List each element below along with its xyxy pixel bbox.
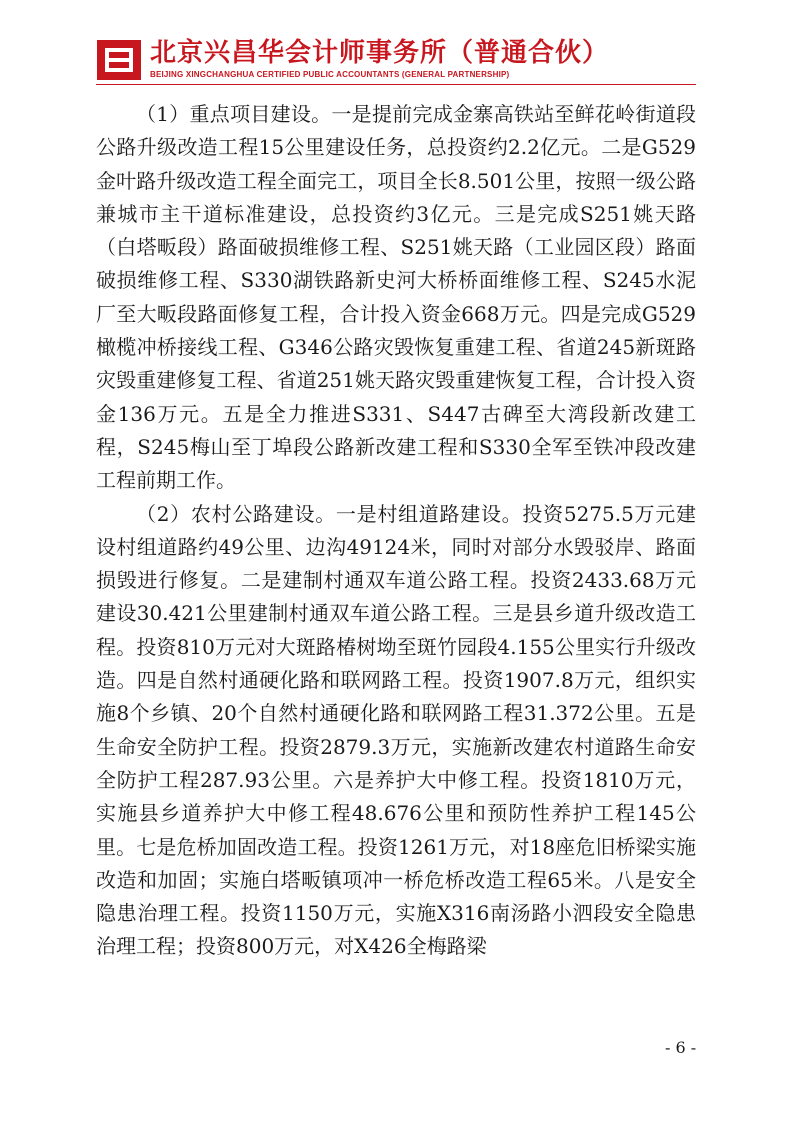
- firm-name-english: BEIJING XINGCHANGHUA CERTIFIED PUBLIC ACCOUNTANTS (GENERAL PARTNERSHIP): [150, 70, 510, 79]
- document-body: [96, 98, 696, 964]
- paragraph-rural-roads: （2）农村公路建设。一是村组道路建设。投资5275.5万元建设村组道路约49公里、边沟49124米，同时对部分水毁驳岸、路面损毁进行修复。二是建制村通双车道公路工程。投资2433.68万元建设30.421公里建制村通双车道公路工程。三是县乡道升级改造工程。投资810万元对大斑路椿树坳至斑竹园段4.155公里实行升级改造。四是自然村通硬化路和联网路工程。投资1907.8万元，组织实施8个乡镇、20个自然村通硬化路和联网路工程31.372公里。五是生命安全防护工程。投资2879.3万元，实施新改建农村道路生命安全防护工程287.93公里。六是养护大中修工程。投资1810万元，实施县乡道养护大中修工程48.676公里和预防性养护工程145公里。七是危桥加固改造工程。投资1261万元，对18座危旧桥梁实施改造和加固；实施白塔畈镇项冲一桥危桥改造工程65米。八是安全隐患治理工程。投资1150万元，实施X316南汤路小泗段安全隐患治理工程；投资800万元，对X426全梅路梁: [96, 501, 696, 959]
- page-number: - 6 -: [665, 1038, 697, 1057]
- paragraph-key-projects: （1）重点项目建设。一是提前完成金寨高铁站至鲜花岭街道段公路升级改造工程15公里建设任务，总投资约2.2亿元。二是G529金叶路升级改造工程全面完工，项目全长8.501公里，按照一级公路兼城市主干道标准建设，总投资约3亿元。三是完成S251姚天路（白塔畈段）路面破损维修工程、S251姚天路（工业园区段）路面破损维修工程、S330湖铁路新史河大桥桥面维修工程、S245水泥厂至大畈段路面修复工程，合计投入资金668万元。四是完成G529橄榄冲桥接线工程、G346公路灾毁恢复重建工程、省道245新斑路灾毁重建修复工程、省道251姚天路灾毁重建恢复工程，合计投入资金136万元。五是全力推进S331、S447古碑至大湾段新改建工程，S245梅山至丁埠段公路新改建工程和S330全军至铁冲段改建工程前期工作。: [96, 102, 696, 493]
- header-divider: [96, 84, 696, 85]
- letterhead: [0, 0, 793, 95]
- firm-name-chinese: 北京兴昌华会计师事务所（普通合伙）: [150, 38, 610, 68]
- firm-logo-icon: [97, 40, 141, 80]
